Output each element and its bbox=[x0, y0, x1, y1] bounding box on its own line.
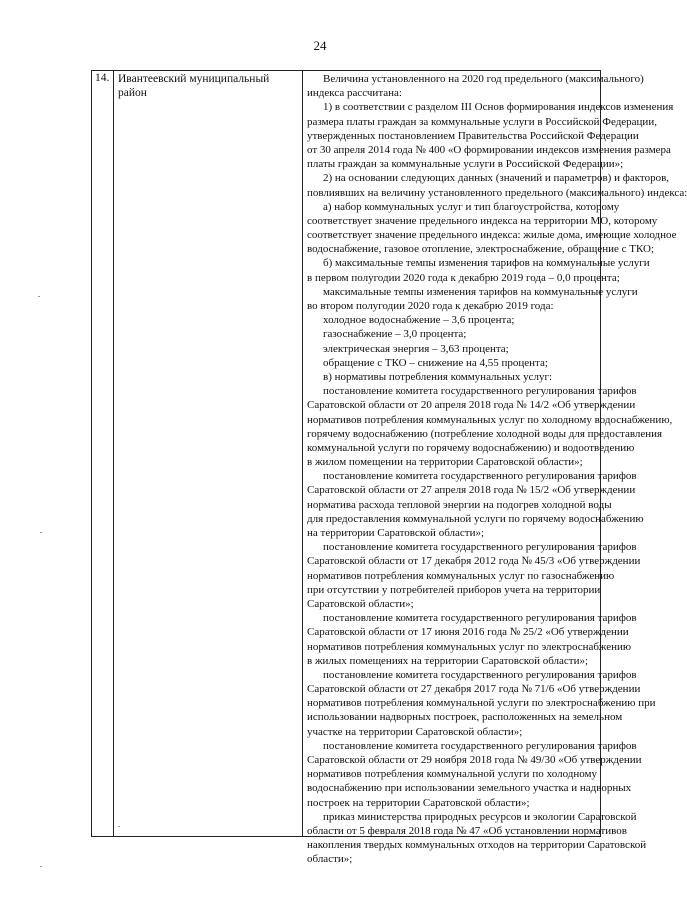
text-line: нормативов потребления коммунальной услуги по холодному bbox=[307, 768, 597, 781]
text-line: использовании надворных построек, расположенных на земельном bbox=[307, 711, 623, 724]
text-line: нормативов потребления коммунальных услуг по электроснабжению bbox=[307, 640, 632, 653]
document-table bbox=[91, 70, 687, 866]
text-line: нормативов потребления коммунальной услуги по электроснабжению при bbox=[307, 697, 656, 710]
text-line: обращение с ТКО – снижение на 4,55 процента; bbox=[323, 356, 548, 369]
text-line: нормативов потребления коммунальных услуг по холодному водоснабжению, bbox=[307, 413, 673, 426]
text-line: размера платы граждан за коммунальные услуги в Российской Федерации, bbox=[307, 115, 657, 128]
page-number: 24 bbox=[313, 38, 327, 53]
scan-artifact bbox=[40, 532, 42, 533]
text-line: нормативов потребления коммунальных услуг по газоснабжению bbox=[307, 569, 615, 582]
row-number: 14. bbox=[95, 72, 110, 84]
text-line: во втором полугодии 2020 года к декабрю 2019 года: bbox=[307, 300, 554, 312]
text-line: накопления твердых коммунальных отходов на территории Саратовской bbox=[307, 839, 647, 852]
text-line: соответствует значение предельного индекса: жилые дома, имеющие холодное bbox=[307, 229, 677, 242]
text-line: повлиявших на величину установленного предельного (максимального) индекса: bbox=[307, 186, 687, 199]
text-line: в жилом помещении на территории Саратовской области»; bbox=[307, 456, 583, 469]
text-line: приказ министерства природных ресурсов и экологии Саратовской bbox=[323, 810, 637, 823]
text-line: Саратовской области от 27 апреля 2018 года № 15/2 «Об утверждении bbox=[307, 484, 636, 497]
text-line: Саратовской области»; bbox=[307, 597, 414, 610]
text-line: построек на территории Саратовской области»; bbox=[307, 796, 530, 809]
text-line: постановление комитета государственного регулирования тарифов bbox=[323, 612, 637, 625]
text-line: 1) в соответствии с разделом III Основ формирования индексов изменения bbox=[323, 101, 674, 114]
text-line: области от 5 февраля 2018 года № 47 «Об установлении нормативов bbox=[307, 824, 627, 837]
text-line: Саратовской области от 20 апреля 2018 года № 14/2 «Об утверждении bbox=[307, 399, 636, 412]
text-line: холодное водоснабжение – 3,6 процента; bbox=[323, 314, 515, 327]
text-line: б) максимальные темпы изменения тарифов на коммунальные услуги bbox=[323, 257, 650, 270]
text-line: постановление комитета государственного регулирования тарифов bbox=[323, 541, 637, 554]
text-line: на территории Саратовской области»; bbox=[307, 527, 485, 539]
text-line: горячему водоснабжению (потребление холодной воды для предоставления bbox=[307, 427, 663, 440]
text-line: Саратовской области от 17 декабря 2012 года № 45/3 «Об утверждении bbox=[307, 555, 641, 568]
text-line: Саратовской области от 29 ноября 2018 года № 49/30 «Об утверждении bbox=[307, 754, 642, 766]
text-line: газоснабжение – 3,0 процента; bbox=[323, 328, 467, 341]
text-line: постановление комитета государственного регулирования тарифов bbox=[323, 668, 637, 681]
text-line: максимальные темпы изменения тарифов на коммунальные услуги bbox=[323, 285, 638, 298]
text-line: при отсутствии у потребителей приборов учета на территории bbox=[307, 583, 601, 596]
text-line: водоснабжению при использовании земельного участка и надворных bbox=[307, 782, 632, 795]
text-line: в) нормативы потребления коммунальных услуг: bbox=[323, 370, 553, 383]
scan-artifact bbox=[118, 826, 120, 827]
text-line: постановление комитета государственного регулирования тарифов bbox=[323, 739, 637, 752]
scan-artifact bbox=[38, 296, 40, 297]
text-line: а) набор коммунальных услуг и тип благоустройства, которому bbox=[323, 200, 620, 213]
description-text bbox=[307, 72, 687, 867]
text-line: коммунальной услуги по горячему водоснабжению) и водоотведению bbox=[307, 441, 635, 454]
text-line: в первом полугодии 2020 года к декабрю 2019 года – 0,0 процента; bbox=[307, 271, 620, 284]
text-line: водоснабжение, газовое отопление, электроснабжение, обращение с ТКО; bbox=[307, 243, 655, 256]
text-line: утвержденных постановлением Правительства Российской Федерации bbox=[307, 129, 639, 142]
text-line: норматива расхода тепловой энергии на подогрев холодной воды bbox=[307, 498, 612, 511]
text-line: постановление комитета государственного регулирования тарифов bbox=[323, 470, 637, 483]
row-number-cell bbox=[92, 71, 114, 836]
scan-artifact bbox=[40, 866, 42, 867]
description-cell bbox=[303, 71, 687, 866]
text-line: области»; bbox=[307, 853, 353, 866]
text-line: электрическая энергия – 3,63 процента; bbox=[323, 342, 509, 355]
text-line: Саратовской области от 27 декабря 2017 года № 71/6 «Об утверждении bbox=[307, 683, 641, 696]
text-line: соответствует значение предельного индекса на территории МО, которому bbox=[307, 214, 658, 227]
text-line: 2) на основании следующих данных (значений и параметров) и факторов, bbox=[323, 172, 670, 185]
text-line: для предоставления коммунальной услуги по горячему водоснабжению bbox=[307, 512, 644, 525]
text-line: Саратовской области от 17 июня 2016 года № 25/2 «Об утверждении bbox=[307, 626, 629, 639]
text-line: от 30 апреля 2014 года № 400 «О формировании индексов изменения размера bbox=[307, 143, 671, 156]
text-line: в жилых помещениях на территории Саратовской области»; bbox=[307, 654, 589, 667]
district-cell bbox=[114, 71, 303, 836]
text-line: индекса рассчитана: bbox=[307, 87, 402, 100]
text-line: постановление комитета государственного регулирования тарифов bbox=[323, 385, 637, 398]
district-name: Ивантеевский муниципальный район bbox=[118, 73, 270, 99]
text-line: участке на территории Саратовской области»; bbox=[307, 725, 523, 738]
text-line: Величина установленного на 2020 год предельного (максимального) bbox=[323, 73, 644, 85]
text-line: платы граждан за коммунальные услуги в Российской Федерации»; bbox=[307, 158, 624, 171]
